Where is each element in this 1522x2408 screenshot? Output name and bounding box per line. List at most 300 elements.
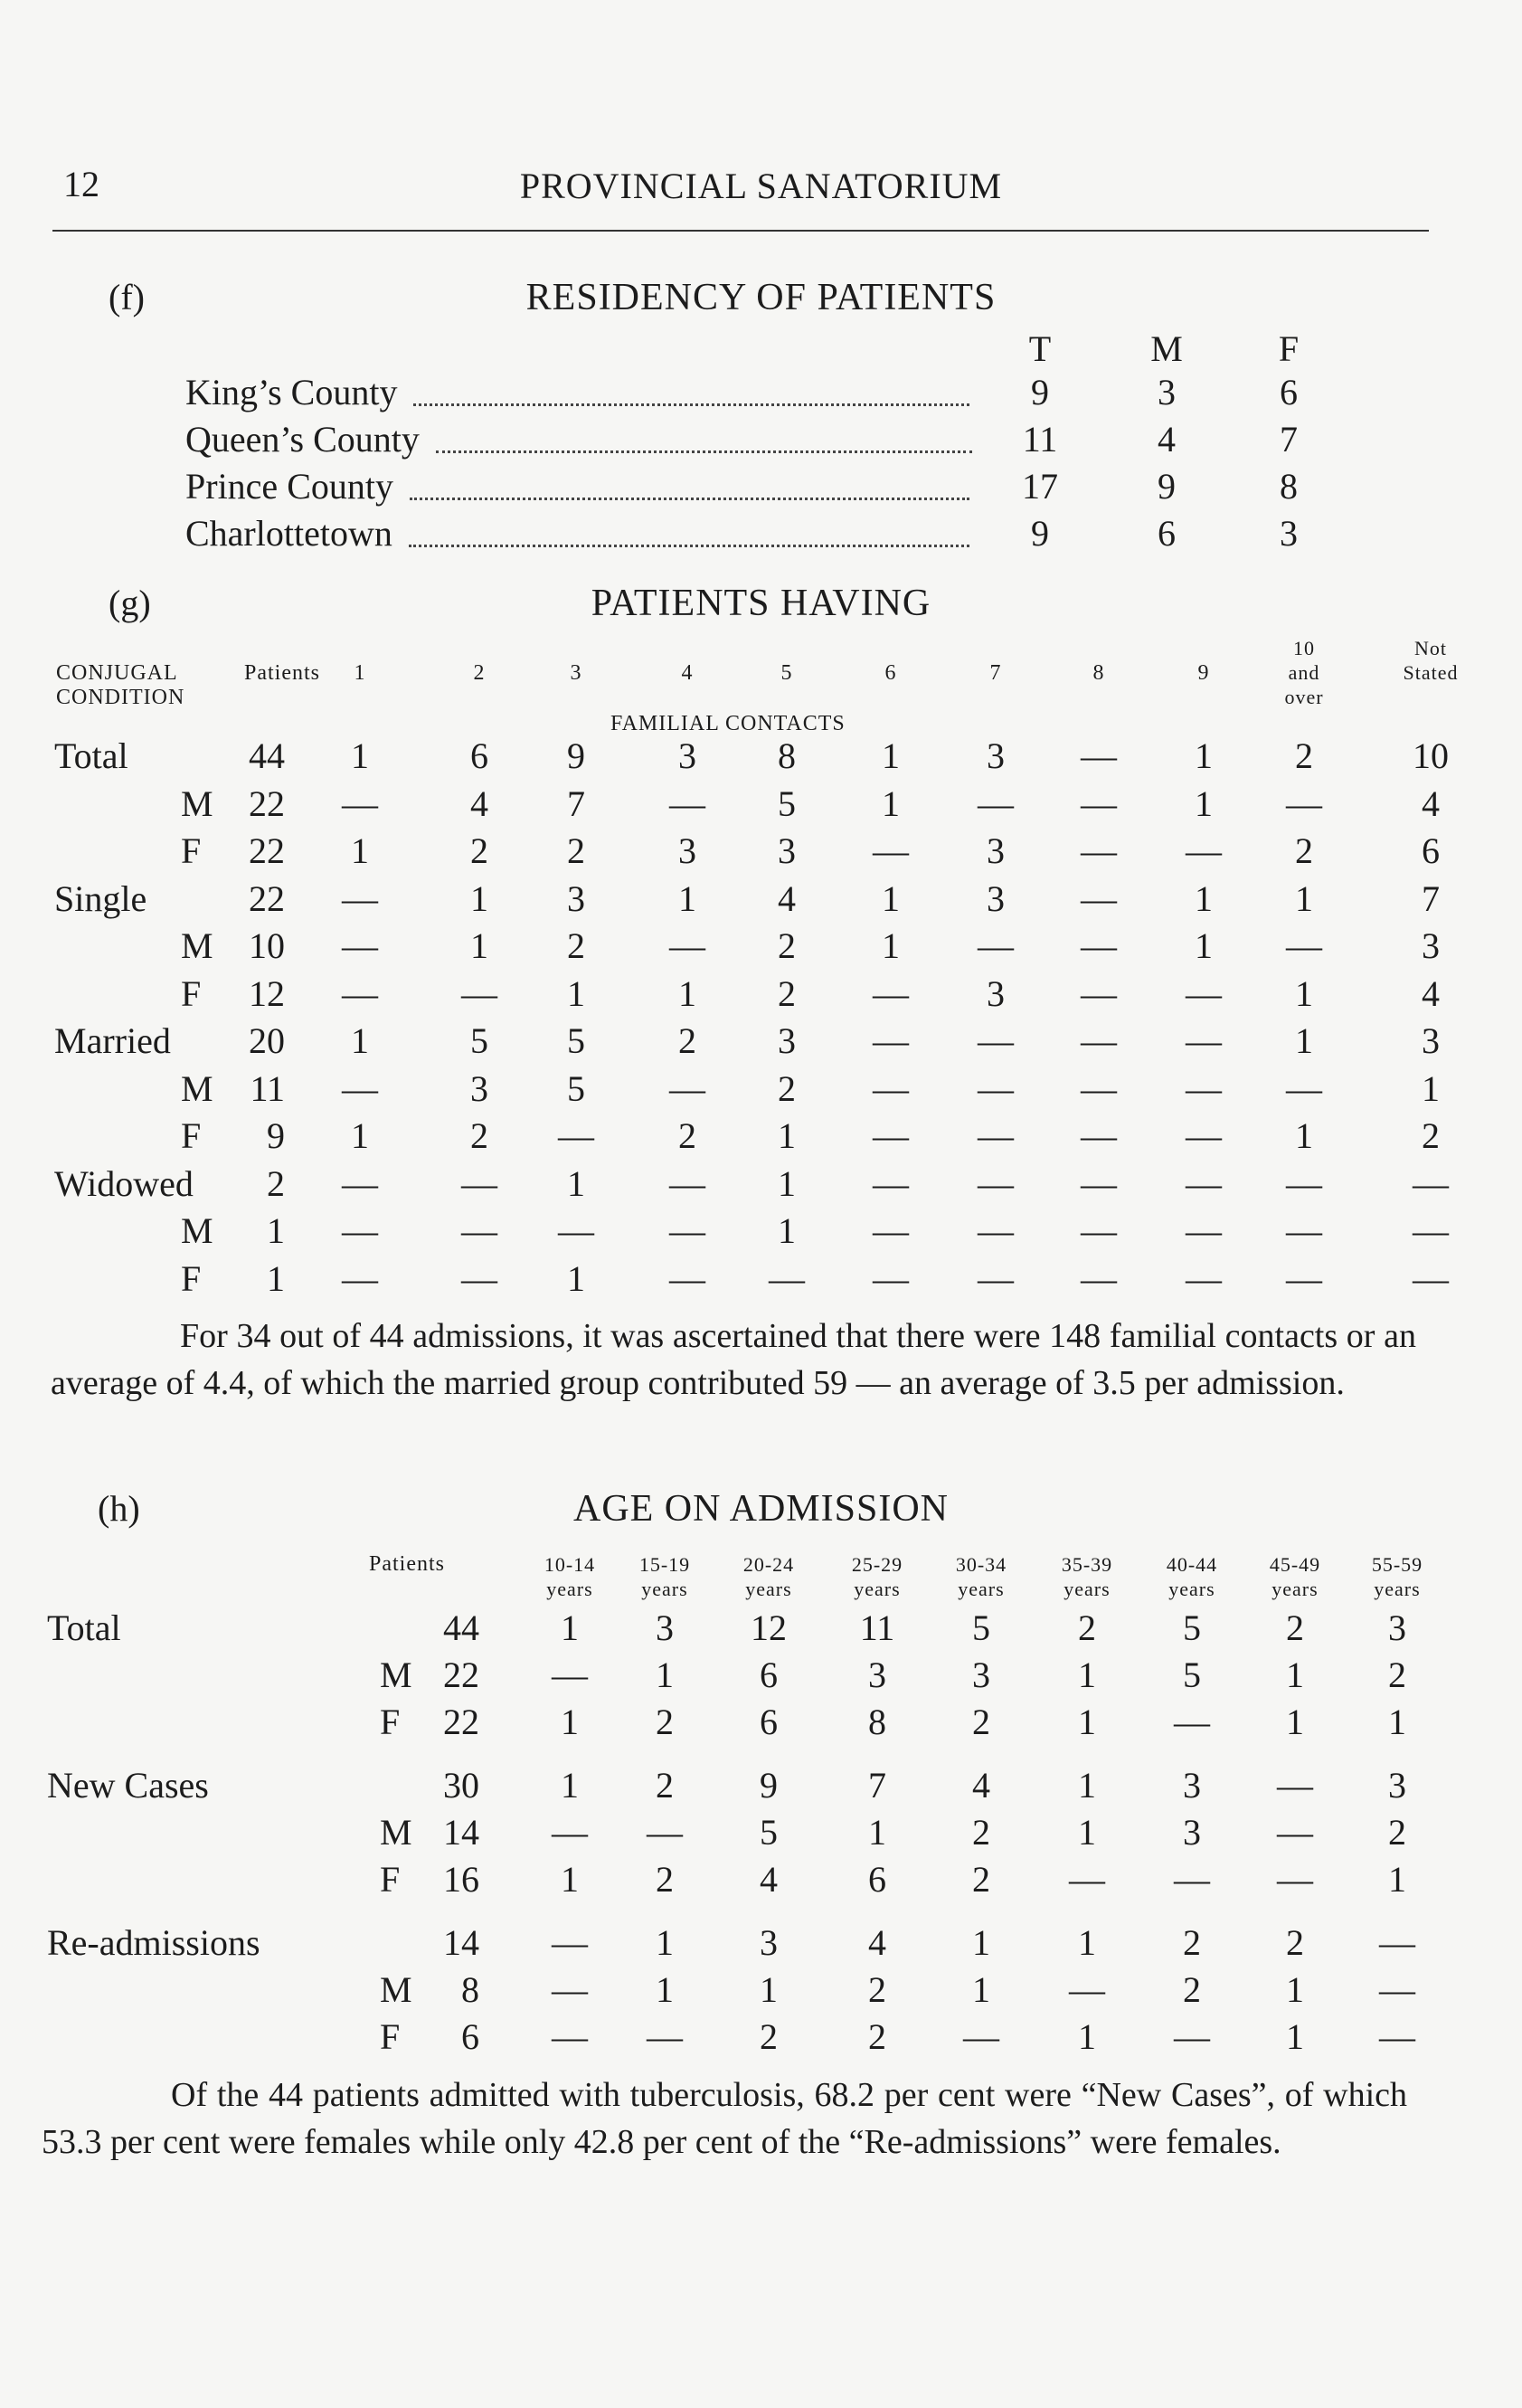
contacts-row-patients: 11 xyxy=(250,1067,285,1109)
age-cell: 2 xyxy=(972,1859,990,1900)
age-cell: — xyxy=(647,2016,683,2057)
residency-cell: 11 xyxy=(1022,419,1058,460)
contacts-row-patients: 22 xyxy=(249,782,285,824)
age-cell: 7 xyxy=(868,1765,886,1806)
contacts-row-sex: M xyxy=(181,782,213,824)
age-cell: — xyxy=(1277,1812,1313,1853)
residency-cell: 9 xyxy=(1031,513,1049,554)
contacts-cell: 3 xyxy=(678,830,696,871)
contacts-cell: 3 xyxy=(567,877,585,919)
contacts-cell: — xyxy=(1413,1162,1449,1204)
contacts-cell: — xyxy=(669,1067,705,1109)
contacts-cell: — xyxy=(1186,1257,1222,1299)
contacts-cell: — xyxy=(873,1067,909,1109)
contacts-row-sex: M xyxy=(181,925,213,966)
age-cell: 1 xyxy=(1078,1922,1096,1963)
residency-cell: 4 xyxy=(1158,419,1176,460)
age-row-patients: 22 xyxy=(443,1654,479,1695)
age-cell: 1 xyxy=(656,1654,674,1695)
residency-title: RESIDENCY OF PATIENTS xyxy=(525,277,997,318)
age-row-group: Total xyxy=(47,1607,121,1648)
contacts-cell: 1 xyxy=(351,1020,369,1061)
contacts-cell: — xyxy=(873,972,909,1014)
residency-cell: 9 xyxy=(1031,372,1049,412)
contacts-cell: — xyxy=(342,782,378,824)
residency-cell: 8 xyxy=(1280,466,1298,507)
age-col-header: 25-29 years xyxy=(851,1553,903,1600)
contacts-col-header: 2 xyxy=(473,661,486,685)
contacts-cell: 1 xyxy=(567,972,585,1014)
header-patients: Patients xyxy=(244,661,320,685)
contacts-cell: — xyxy=(1186,830,1222,871)
contacts-cell: — xyxy=(1286,1162,1322,1204)
age-cell: 2 xyxy=(656,1702,674,1742)
age-cell: 2 xyxy=(760,2016,778,2057)
contacts-col-header: 6 xyxy=(884,661,897,685)
contacts-cell: — xyxy=(1286,1067,1322,1109)
residency-cell: 6 xyxy=(1158,513,1176,554)
age-row-patients: 30 xyxy=(443,1765,479,1806)
age-cell: 1 xyxy=(972,1969,990,2010)
age-cell: — xyxy=(1174,1702,1210,1742)
contacts-col-header: 4 xyxy=(681,661,694,685)
contacts-cell: — xyxy=(558,1115,594,1156)
contacts-cell: — xyxy=(342,1162,378,1204)
age-cell: — xyxy=(1379,1922,1415,1963)
contacts-row-sex: F xyxy=(181,830,202,871)
contacts-cell: — xyxy=(1286,782,1322,824)
age-cell: 1 xyxy=(656,1922,674,1963)
contacts-cell: 4 xyxy=(470,782,488,824)
contacts-cell: 3 xyxy=(1422,925,1440,966)
age-cell: 11 xyxy=(859,1607,895,1648)
contacts-cell: — xyxy=(1186,972,1222,1014)
age-cell: 2 xyxy=(868,1969,886,2010)
contacts-row-patients: 10 xyxy=(249,925,285,966)
contacts-row-patients: 22 xyxy=(249,877,285,919)
age-cell: 1 xyxy=(1078,1654,1096,1695)
contacts-cell: 1 xyxy=(470,877,488,919)
contacts-cell: 2 xyxy=(1422,1115,1440,1156)
contacts-col-header: 1 xyxy=(354,661,366,685)
contacts-col-header: 3 xyxy=(570,661,582,685)
contacts-cell: — xyxy=(1081,1067,1117,1109)
contacts-cell: 4 xyxy=(778,877,796,919)
age-cell: 5 xyxy=(972,1607,990,1648)
contacts-cell: — xyxy=(669,782,705,824)
age-cell: 4 xyxy=(868,1922,886,1963)
age-cell: 3 xyxy=(972,1654,990,1695)
contacts-row-group: Widowed xyxy=(54,1162,194,1204)
residency-row-label: Queen’s County xyxy=(185,419,420,460)
contacts-cell: — xyxy=(1081,972,1117,1014)
contacts-cell: 1 xyxy=(882,735,900,776)
contacts-cell: 6 xyxy=(470,735,488,776)
age-header-patients: Patients xyxy=(369,1552,445,1576)
contacts-cell: 2 xyxy=(470,1115,488,1156)
age-row-sex: M xyxy=(380,1654,412,1695)
contacts-cell: — xyxy=(1413,1210,1449,1251)
age-cell: — xyxy=(1277,1765,1313,1806)
contacts-cell: 3 xyxy=(987,830,1005,871)
age-row-patients: 22 xyxy=(443,1702,479,1742)
contacts-cell: — xyxy=(769,1257,805,1299)
contacts-cell: 1 xyxy=(567,1162,585,1204)
contacts-cell: 2 xyxy=(567,830,585,871)
contacts-cell: — xyxy=(1081,1115,1117,1156)
age-cell: 3 xyxy=(1388,1765,1406,1806)
age-cell: 2 xyxy=(1078,1607,1096,1648)
residency-row-label: King’s County xyxy=(185,372,398,412)
contacts-cell: 1 xyxy=(1295,1020,1313,1061)
contacts-cell: — xyxy=(1286,925,1322,966)
contacts-cell: — xyxy=(342,1257,378,1299)
contacts-cell: — xyxy=(1186,1067,1222,1109)
age-cell: — xyxy=(552,1654,588,1695)
contacts-cell: 10 xyxy=(1413,735,1449,776)
age-cell: 6 xyxy=(868,1859,886,1900)
contacts-cell: 3 xyxy=(987,877,1005,919)
age-cell: 1 xyxy=(1078,1765,1096,1806)
contacts-cell: 8 xyxy=(778,735,796,776)
contacts-cell: 1 xyxy=(678,972,696,1014)
age-col-header: 10-14 years xyxy=(544,1553,596,1600)
age-row-sex: F xyxy=(380,1859,401,1900)
contacts-cell: — xyxy=(461,1257,497,1299)
contacts-col-header-ten: 10 and over xyxy=(1284,637,1324,708)
contacts-cell: — xyxy=(978,782,1014,824)
residency-col-header: M xyxy=(1150,328,1183,369)
age-cell: 12 xyxy=(751,1607,787,1648)
residency-cell: 7 xyxy=(1280,419,1298,460)
contacts-cell: — xyxy=(1081,782,1117,824)
contacts-cell: 1 xyxy=(1295,877,1313,919)
age-cell: 2 xyxy=(972,1702,990,1742)
age-col-header: 40-44 years xyxy=(1166,1553,1218,1600)
age-cell: 3 xyxy=(1183,1765,1201,1806)
age-cell: 5 xyxy=(1183,1654,1201,1695)
contacts-cell: 3 xyxy=(678,735,696,776)
age-row-patients: 6 xyxy=(461,2016,479,2057)
contacts-row-group: Married xyxy=(54,1020,171,1061)
contacts-cell: — xyxy=(1081,1210,1117,1251)
age-cell: 3 xyxy=(656,1607,674,1648)
contacts-cell: 4 xyxy=(1422,782,1440,824)
contacts-cell: — xyxy=(342,972,378,1014)
contacts-cell: 2 xyxy=(778,925,796,966)
contacts-cell: — xyxy=(1081,1162,1117,1204)
age-row-sex: F xyxy=(380,1702,401,1742)
age-cell: 1 xyxy=(561,1702,579,1742)
age-cell: 1 xyxy=(1286,1702,1304,1742)
age-cell: 1 xyxy=(1388,1859,1406,1900)
age-col-header: 45-49 years xyxy=(1269,1553,1321,1600)
age-cell: — xyxy=(1174,1859,1210,1900)
residency-cell: 3 xyxy=(1280,513,1298,554)
contacts-cell: 2 xyxy=(567,925,585,966)
residency-leader-dots xyxy=(413,403,969,406)
contacts-subtitle: FAMILIAL CONTACTS xyxy=(610,712,846,735)
age-row-patients: 8 xyxy=(461,1969,479,2010)
contacts-cell: — xyxy=(1081,925,1117,966)
age-cell: — xyxy=(552,1922,588,1963)
age-col-header: 20-24 years xyxy=(742,1553,795,1600)
contacts-cell: — xyxy=(461,1210,497,1251)
age-cell: 1 xyxy=(656,1969,674,2010)
contacts-cell: 7 xyxy=(567,782,585,824)
contacts-cell: — xyxy=(1186,1162,1222,1204)
contacts-cell: 2 xyxy=(470,830,488,871)
contacts-cell: — xyxy=(873,1020,909,1061)
age-cell: 3 xyxy=(1388,1607,1406,1648)
contacts-cell: 5 xyxy=(778,782,796,824)
age-row-sex: M xyxy=(380,1969,412,2010)
contacts-cell: — xyxy=(1081,735,1117,776)
contacts-cell: 5 xyxy=(567,1020,585,1061)
contacts-cell: — xyxy=(1186,1020,1222,1061)
age-cell: 2 xyxy=(656,1859,674,1900)
residency-row-label: Prince County xyxy=(185,466,393,507)
contacts-row-patients: 1 xyxy=(267,1257,285,1299)
section-label-g: (g) xyxy=(109,583,151,623)
age-cell: — xyxy=(647,1812,683,1853)
age-cell: — xyxy=(1069,1969,1105,2010)
contacts-cell: — xyxy=(558,1210,594,1251)
age-cell: 3 xyxy=(868,1654,886,1695)
contacts-cell: 1 xyxy=(1422,1067,1440,1109)
age-cell: — xyxy=(1069,1859,1105,1900)
age-cell: 9 xyxy=(760,1765,778,1806)
age-cell: 1 xyxy=(561,1859,579,1900)
age-note: Of the 44 patients admitted with tuberculosis, 68.2 per cent were “New Cases”, of which 53.3 per cent were females while only 42.8 per cent of the “Re-admissions” were females. xyxy=(42,2076,1407,2161)
age-cell: 8 xyxy=(868,1702,886,1742)
residency-leader-dots xyxy=(409,545,969,547)
contacts-cell: — xyxy=(978,1020,1014,1061)
contacts-cell: 1 xyxy=(567,1257,585,1299)
contacts-cell: — xyxy=(1081,1257,1117,1299)
contacts-row-patients: 44 xyxy=(249,735,285,776)
age-row-group: New Cases xyxy=(47,1765,209,1806)
contacts-row-sex: F xyxy=(181,972,202,1014)
contacts-cell: — xyxy=(978,1210,1014,1251)
age-cell: 1 xyxy=(760,1969,778,2010)
contacts-cell: — xyxy=(873,1257,909,1299)
contacts-cell: 2 xyxy=(778,972,796,1014)
contacts-col-header-not-stated: Not Stated xyxy=(1403,637,1459,684)
contacts-cell: 7 xyxy=(1422,877,1440,919)
contacts-row-patients: 9 xyxy=(267,1115,285,1156)
page-number: 12 xyxy=(63,164,99,204)
contacts-cell: 5 xyxy=(567,1067,585,1109)
contacts-cell: 1 xyxy=(351,1115,369,1156)
contacts-cell: — xyxy=(669,1210,705,1251)
contacts-cell: 3 xyxy=(470,1067,488,1109)
contacts-cell: 3 xyxy=(778,830,796,871)
age-row-patients: 44 xyxy=(443,1607,479,1648)
section-label-f: (f) xyxy=(109,277,145,318)
contacts-cell: 6 xyxy=(1422,830,1440,871)
age-col-header: 55-59 years xyxy=(1371,1553,1423,1600)
contacts-cell: 1 xyxy=(1295,1115,1313,1156)
contacts-cell: — xyxy=(978,925,1014,966)
age-cell: 6 xyxy=(760,1702,778,1742)
age-cell: 1 xyxy=(1286,1969,1304,2010)
age-cell: 2 xyxy=(1286,1922,1304,1963)
contacts-col-header: 9 xyxy=(1197,661,1210,685)
contacts-col-header: 7 xyxy=(989,661,1002,685)
contacts-title: PATIENTS HAVING xyxy=(591,583,931,624)
contacts-cell: 1 xyxy=(1195,925,1213,966)
contacts-cell: — xyxy=(978,1257,1014,1299)
contacts-cell: 2 xyxy=(678,1020,696,1061)
header-condition: CONDITION xyxy=(56,686,185,709)
contacts-cell: 9 xyxy=(567,735,585,776)
contacts-cell: 1 xyxy=(470,925,488,966)
age-cell: 3 xyxy=(1183,1812,1201,1853)
contacts-cell: 1 xyxy=(882,925,900,966)
contacts-cell: — xyxy=(1186,1210,1222,1251)
age-cell: 2 xyxy=(1388,1654,1406,1695)
contacts-cell: — xyxy=(873,830,909,871)
age-cell: 2 xyxy=(1183,1922,1201,1963)
residency-col-header: T xyxy=(1028,328,1052,369)
age-cell: 3 xyxy=(760,1922,778,1963)
age-row-sex: F xyxy=(380,2016,401,2057)
age-cell: 1 xyxy=(561,1765,579,1806)
contacts-row-patients: 12 xyxy=(249,972,285,1014)
age-row-patients: 14 xyxy=(443,1812,479,1853)
contacts-cell: 1 xyxy=(778,1162,796,1204)
running-title: PROVINCIAL SANATORIUM xyxy=(519,166,1003,206)
contacts-cell: 1 xyxy=(351,830,369,871)
age-row-patients: 16 xyxy=(443,1859,479,1900)
residency-cell: 9 xyxy=(1158,466,1176,507)
age-cell: 4 xyxy=(760,1859,778,1900)
age-cell: 1 xyxy=(1388,1702,1406,1742)
age-cell: 2 xyxy=(868,2016,886,2057)
age-cell: 1 xyxy=(1078,1812,1096,1853)
residency-col-header: F xyxy=(1278,328,1300,369)
age-col-header: 35-39 years xyxy=(1061,1553,1113,1600)
age-cell: 5 xyxy=(1183,1607,1201,1648)
age-cell: 1 xyxy=(561,1607,579,1648)
contacts-row-patients: 20 xyxy=(249,1020,285,1061)
contacts-col-header: 8 xyxy=(1092,661,1105,685)
contacts-cell: — xyxy=(978,1067,1014,1109)
contacts-row-sex: M xyxy=(181,1210,213,1251)
contacts-row-group: Total xyxy=(54,735,128,776)
age-row-sex: M xyxy=(380,1812,412,1853)
header-conjugal: CONJUGAL xyxy=(56,661,178,685)
age-cell: — xyxy=(1379,1969,1415,2010)
contacts-cell: — xyxy=(873,1162,909,1204)
residency-cell: 6 xyxy=(1280,372,1298,412)
contacts-cell: 5 xyxy=(470,1020,488,1061)
contacts-cell: 1 xyxy=(1195,782,1213,824)
age-cell: 2 xyxy=(972,1812,990,1853)
age-cell: — xyxy=(552,1969,588,2010)
contacts-row-group: Single xyxy=(54,877,147,919)
residency-leader-dots xyxy=(410,498,969,500)
contacts-cell: 1 xyxy=(778,1210,796,1251)
contacts-cell: 1 xyxy=(678,877,696,919)
age-title: AGE ON ADMISSION xyxy=(572,1488,950,1530)
age-cell: — xyxy=(963,2016,999,2057)
contacts-cell: 2 xyxy=(1295,735,1313,776)
age-col-header: 15-19 years xyxy=(638,1553,691,1600)
contacts-cell: 2 xyxy=(778,1067,796,1109)
contacts-cell: — xyxy=(1186,1115,1222,1156)
contacts-col-header: 5 xyxy=(780,661,793,685)
contacts-cell: — xyxy=(342,1067,378,1109)
contacts-row-patients: 2 xyxy=(267,1162,285,1204)
contacts-cell: — xyxy=(461,1162,497,1204)
age-cell: 2 xyxy=(1388,1812,1406,1853)
age-cell: — xyxy=(552,1812,588,1853)
age-row-patients: 14 xyxy=(443,1922,479,1963)
age-cell: 1 xyxy=(1286,2016,1304,2057)
residency-cell: 3 xyxy=(1158,372,1176,412)
age-cell: 1 xyxy=(972,1922,990,1963)
contacts-cell: 1 xyxy=(882,782,900,824)
contacts-row-sex: F xyxy=(181,1257,202,1299)
contacts-cell: — xyxy=(873,1210,909,1251)
age-row-group: Re-admissions xyxy=(47,1922,260,1963)
residency-cell: 17 xyxy=(1022,466,1058,507)
age-cell: — xyxy=(552,2016,588,2057)
age-cell: 2 xyxy=(656,1765,674,1806)
contacts-cell: 1 xyxy=(882,877,900,919)
contacts-cell: 3 xyxy=(1422,1020,1440,1061)
contacts-cell: 1 xyxy=(1195,877,1213,919)
age-cell: 1 xyxy=(1286,1654,1304,1695)
header-rule xyxy=(52,230,1429,232)
contacts-cell: — xyxy=(873,1115,909,1156)
contacts-cell: 2 xyxy=(678,1115,696,1156)
contacts-cell: — xyxy=(1081,830,1117,871)
contacts-cell: — xyxy=(461,972,497,1014)
contacts-cell: 1 xyxy=(1295,972,1313,1014)
contacts-row-sex: F xyxy=(181,1115,202,1156)
age-col-header: 30-34 years xyxy=(955,1553,1007,1600)
age-cell: 1 xyxy=(868,1812,886,1853)
contacts-cell: — xyxy=(669,925,705,966)
age-cell: 6 xyxy=(760,1654,778,1695)
contacts-note: For 34 out of 44 admissions, it was ascertained that there were 148 familial contacts or an average of 4.4, of which the married group contributed 59 — an average of 3.5 per admission. xyxy=(51,1317,1416,1402)
age-cell: — xyxy=(1174,2016,1210,2057)
contacts-cell: 1 xyxy=(1195,735,1213,776)
contacts-cell: — xyxy=(1413,1257,1449,1299)
contacts-cell: — xyxy=(342,1210,378,1251)
contacts-cell: — xyxy=(669,1162,705,1204)
contacts-cell: 4 xyxy=(1422,972,1440,1014)
contacts-cell: 2 xyxy=(1295,830,1313,871)
contacts-cell: — xyxy=(342,877,378,919)
contacts-row-patients: 1 xyxy=(267,1210,285,1251)
age-cell: 5 xyxy=(760,1812,778,1853)
age-cell: 2 xyxy=(1286,1607,1304,1648)
age-cell: 1 xyxy=(1078,2016,1096,2057)
contacts-cell: — xyxy=(669,1257,705,1299)
contacts-cell: — xyxy=(1286,1210,1322,1251)
contacts-cell: — xyxy=(1081,1020,1117,1061)
contacts-row-patients: 22 xyxy=(249,830,285,871)
contacts-cell: — xyxy=(978,1115,1014,1156)
contacts-cell: — xyxy=(342,925,378,966)
contacts-cell: — xyxy=(1081,877,1117,919)
contacts-cell: 3 xyxy=(987,735,1005,776)
contacts-cell: — xyxy=(978,1162,1014,1204)
